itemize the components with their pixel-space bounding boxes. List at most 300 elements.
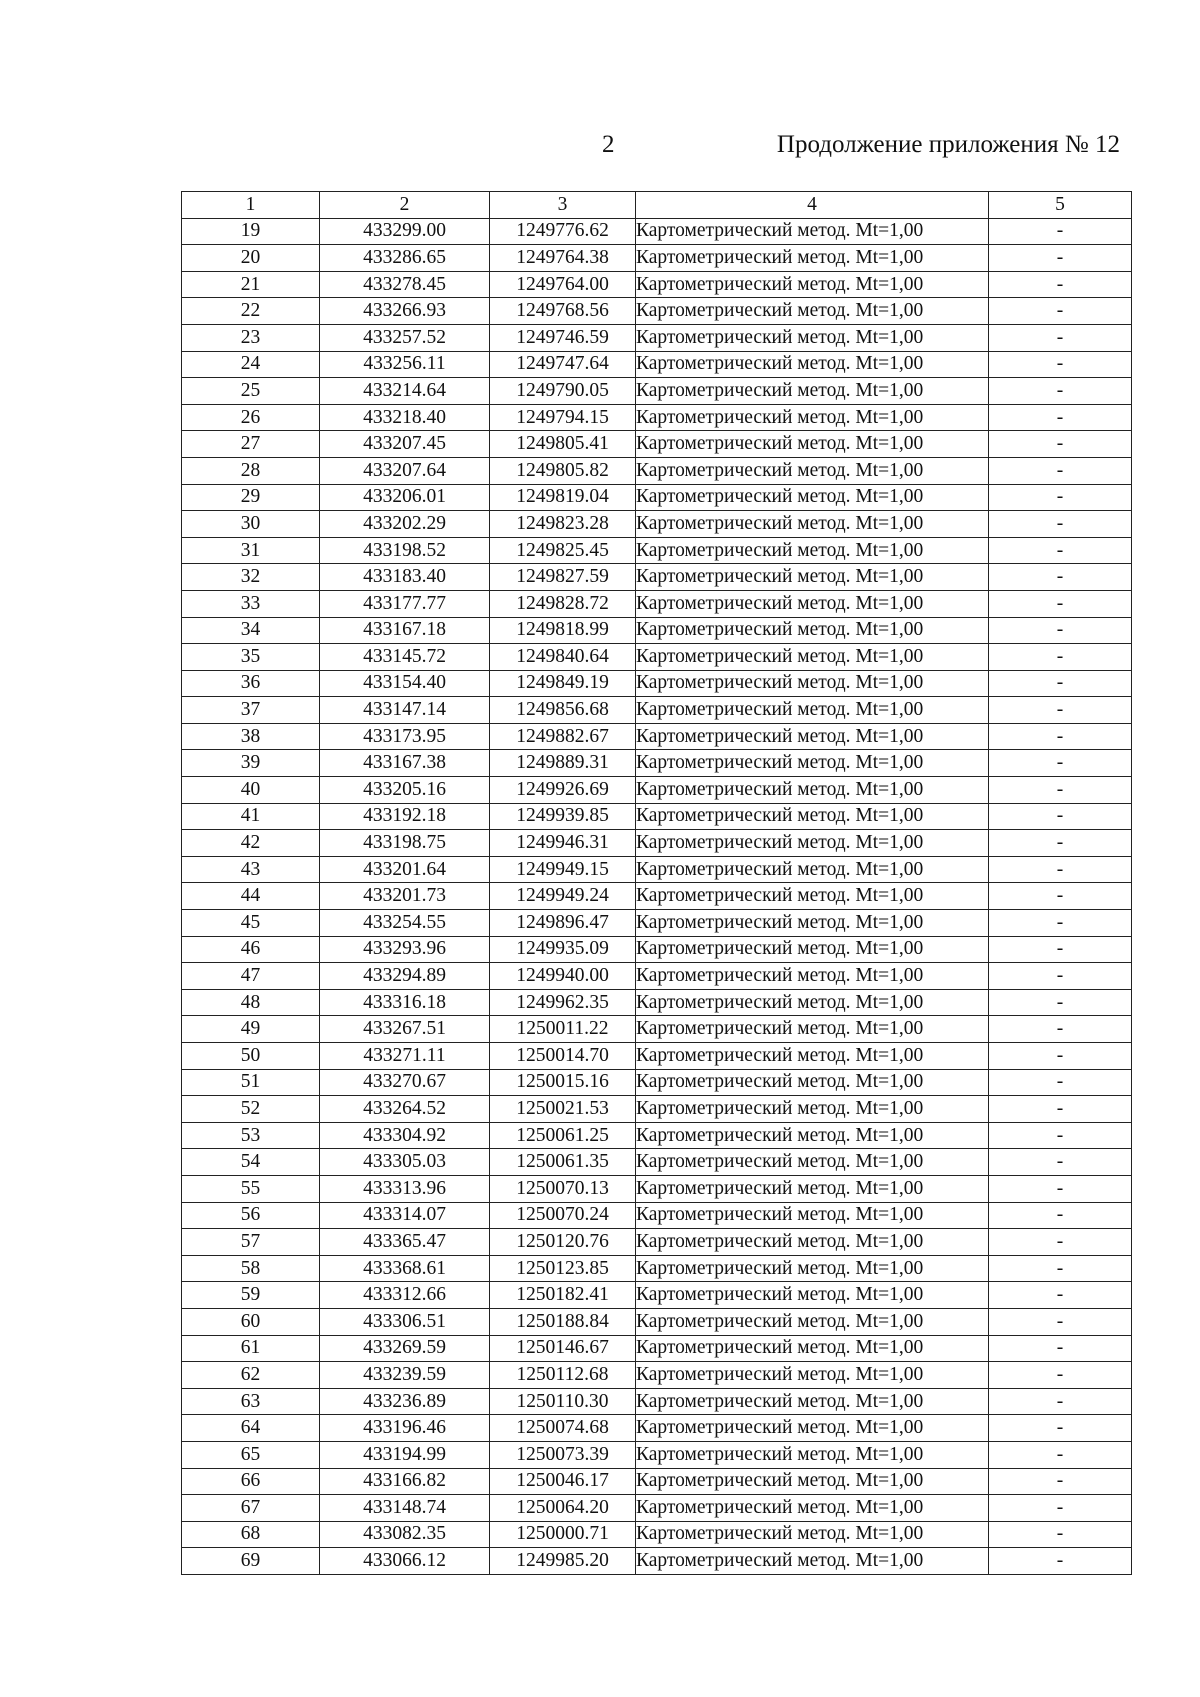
method-cell: Картометрический метод. Mt=1,00 — [636, 1308, 989, 1335]
table-row — [182, 750, 1132, 777]
table-row — [182, 936, 1132, 963]
coordinates-table — [181, 191, 1132, 1575]
point-number-cell: 23 — [182, 324, 320, 351]
y-coordinate-cell: 1250061.25 — [490, 1122, 636, 1149]
note-cell: - — [989, 644, 1132, 671]
point-number-cell: 40 — [182, 777, 320, 804]
point-number-cell: 20 — [182, 245, 320, 272]
x-coordinate-cell: 433314.07 — [320, 1202, 490, 1229]
table-row — [182, 883, 1132, 910]
x-coordinate-cell: 433201.64 — [320, 856, 490, 883]
table-row — [182, 457, 1132, 484]
method-cell: Картометрический метод. Mt=1,00 — [636, 617, 989, 644]
y-coordinate-cell: 1250073.39 — [490, 1441, 636, 1468]
method-cell: Картометрический метод. Mt=1,00 — [636, 1016, 989, 1043]
table-row — [182, 1149, 1132, 1176]
point-number-cell: 67 — [182, 1495, 320, 1522]
note-cell: - — [989, 1255, 1132, 1282]
x-coordinate-cell: 433313.96 — [320, 1175, 490, 1202]
method-cell: Картометрический метод. Mt=1,00 — [636, 1388, 989, 1415]
table-row — [182, 1282, 1132, 1309]
point-number-cell: 27 — [182, 431, 320, 458]
note-cell: - — [989, 1229, 1132, 1256]
table-row — [182, 511, 1132, 538]
table-row — [182, 1069, 1132, 1096]
y-coordinate-cell: 1250110.30 — [490, 1388, 636, 1415]
method-cell: Картометрический метод. Mt=1,00 — [636, 351, 989, 378]
x-coordinate-cell: 433306.51 — [320, 1308, 490, 1335]
note-cell: - — [989, 1069, 1132, 1096]
point-number-cell: 42 — [182, 830, 320, 857]
point-number-cell: 58 — [182, 1255, 320, 1282]
table-row — [182, 803, 1132, 830]
x-coordinate-cell: 433365.47 — [320, 1229, 490, 1256]
note-cell: - — [989, 537, 1132, 564]
x-coordinate-cell: 433305.03 — [320, 1149, 490, 1176]
note-cell: - — [989, 1122, 1132, 1149]
point-number-cell: 24 — [182, 351, 320, 378]
point-number-cell: 43 — [182, 856, 320, 883]
method-cell: Картометрический метод. Mt=1,00 — [636, 777, 989, 804]
method-cell: Картометрический метод. Mt=1,00 — [636, 856, 989, 883]
method-cell: Картометрический метод. Mt=1,00 — [636, 324, 989, 351]
column-header-3: 3 — [490, 192, 636, 219]
note-cell: - — [989, 511, 1132, 538]
note-cell: - — [989, 1016, 1132, 1043]
y-coordinate-cell: 1249962.35 — [490, 989, 636, 1016]
point-number-cell: 68 — [182, 1521, 320, 1548]
column-header-1: 1 — [182, 192, 320, 219]
method-cell: Картометрический метод. Mt=1,00 — [636, 1255, 989, 1282]
y-coordinate-cell: 1250000.71 — [490, 1521, 636, 1548]
y-coordinate-cell: 1249940.00 — [490, 963, 636, 990]
note-cell: - — [989, 431, 1132, 458]
table-row — [182, 697, 1132, 724]
point-number-cell: 44 — [182, 883, 320, 910]
method-cell: Картометрический метод. Mt=1,00 — [636, 697, 989, 724]
y-coordinate-cell: 1249764.00 — [490, 271, 636, 298]
table-row — [182, 1415, 1132, 1442]
x-coordinate-cell: 433316.18 — [320, 989, 490, 1016]
table-row — [182, 670, 1132, 697]
x-coordinate-cell: 433267.51 — [320, 1016, 490, 1043]
x-coordinate-cell: 433239.59 — [320, 1362, 490, 1389]
y-coordinate-cell: 1249805.82 — [490, 457, 636, 484]
x-coordinate-cell: 433257.52 — [320, 324, 490, 351]
table-row — [182, 1255, 1132, 1282]
point-number-cell: 38 — [182, 723, 320, 750]
y-coordinate-cell: 1249827.59 — [490, 564, 636, 591]
table-row — [182, 617, 1132, 644]
point-number-cell: 29 — [182, 484, 320, 511]
note-cell: - — [989, 245, 1132, 272]
point-number-cell: 69 — [182, 1548, 320, 1575]
note-cell: - — [989, 1282, 1132, 1309]
x-coordinate-cell: 433286.65 — [320, 245, 490, 272]
note-cell: - — [989, 803, 1132, 830]
table-row — [182, 537, 1132, 564]
method-cell: Картометрический метод. Mt=1,00 — [636, 1096, 989, 1123]
method-cell: Картометрический метод. Mt=1,00 — [636, 1229, 989, 1256]
y-coordinate-cell: 1249946.31 — [490, 830, 636, 857]
table-row — [182, 910, 1132, 937]
method-cell: Картометрический метод. Mt=1,00 — [636, 378, 989, 405]
table-row — [182, 989, 1132, 1016]
x-coordinate-cell: 433236.89 — [320, 1388, 490, 1415]
method-cell: Картометрический метод. Mt=1,00 — [636, 1202, 989, 1229]
method-cell: Картометрический метод. Mt=1,00 — [636, 1149, 989, 1176]
method-cell: Картометрический метод. Mt=1,00 — [636, 883, 989, 910]
table-row — [182, 1175, 1132, 1202]
y-coordinate-cell: 1249840.64 — [490, 644, 636, 671]
note-cell: - — [989, 830, 1132, 857]
point-number-cell: 35 — [182, 644, 320, 671]
note-cell: - — [989, 351, 1132, 378]
x-coordinate-cell: 433312.66 — [320, 1282, 490, 1309]
x-coordinate-cell: 433194.99 — [320, 1441, 490, 1468]
method-cell: Картометрический метод. Mt=1,00 — [636, 590, 989, 617]
point-number-cell: 28 — [182, 457, 320, 484]
note-cell: - — [989, 1202, 1132, 1229]
note-cell: - — [989, 963, 1132, 990]
method-cell: Картометрический метод. Mt=1,00 — [636, 1282, 989, 1309]
column-header-5: 5 — [989, 192, 1132, 219]
point-number-cell: 52 — [182, 1096, 320, 1123]
y-coordinate-cell: 1249825.45 — [490, 537, 636, 564]
y-coordinate-cell: 1250014.70 — [490, 1043, 636, 1070]
y-coordinate-cell: 1250064.20 — [490, 1495, 636, 1522]
y-coordinate-cell: 1249747.64 — [490, 351, 636, 378]
x-coordinate-cell: 433147.14 — [320, 697, 490, 724]
note-cell: - — [989, 856, 1132, 883]
point-number-cell: 31 — [182, 537, 320, 564]
y-coordinate-cell: 1250074.68 — [490, 1415, 636, 1442]
note-cell: - — [989, 989, 1132, 1016]
x-coordinate-cell: 433192.18 — [320, 803, 490, 830]
note-cell: - — [989, 1096, 1132, 1123]
point-number-cell: 51 — [182, 1069, 320, 1096]
method-cell: Картометрический метод. Mt=1,00 — [636, 723, 989, 750]
x-coordinate-cell: 433218.40 — [320, 404, 490, 431]
note-cell: - — [989, 1415, 1132, 1442]
y-coordinate-cell: 1249794.15 — [490, 404, 636, 431]
point-number-cell: 49 — [182, 1016, 320, 1043]
method-cell: Картометрический метод. Mt=1,00 — [636, 1175, 989, 1202]
y-coordinate-cell: 1249949.24 — [490, 883, 636, 910]
note-cell: - — [989, 777, 1132, 804]
note-cell: - — [989, 750, 1132, 777]
y-coordinate-cell: 1249768.56 — [490, 298, 636, 325]
point-number-cell: 26 — [182, 404, 320, 431]
method-cell: Картометрический метод. Mt=1,00 — [636, 457, 989, 484]
note-cell: - — [989, 936, 1132, 963]
method-cell: Картометрический метод. Mt=1,00 — [636, 910, 989, 937]
note-cell: - — [989, 564, 1132, 591]
note-cell: - — [989, 404, 1132, 431]
x-coordinate-cell: 433145.72 — [320, 644, 490, 671]
table-row — [182, 218, 1132, 245]
x-coordinate-cell: 433269.59 — [320, 1335, 490, 1362]
note-cell: - — [989, 1362, 1132, 1389]
point-number-cell: 54 — [182, 1149, 320, 1176]
note-cell: - — [989, 1468, 1132, 1495]
note-cell: - — [989, 697, 1132, 724]
point-number-cell: 47 — [182, 963, 320, 990]
y-coordinate-cell: 1250120.76 — [490, 1229, 636, 1256]
table-row — [182, 271, 1132, 298]
x-coordinate-cell: 433196.46 — [320, 1415, 490, 1442]
note-cell: - — [989, 617, 1132, 644]
method-cell: Картометрический метод. Mt=1,00 — [636, 936, 989, 963]
method-cell: Картометрический метод. Mt=1,00 — [636, 1069, 989, 1096]
y-coordinate-cell: 1250015.16 — [490, 1069, 636, 1096]
y-coordinate-cell: 1249823.28 — [490, 511, 636, 538]
method-cell: Картометрический метод. Mt=1,00 — [636, 1441, 989, 1468]
header-row — [182, 192, 1132, 219]
y-coordinate-cell: 1249939.85 — [490, 803, 636, 830]
method-cell: Картометрический метод. Mt=1,00 — [636, 1521, 989, 1548]
y-coordinate-cell: 1249889.31 — [490, 750, 636, 777]
y-coordinate-cell: 1250061.35 — [490, 1149, 636, 1176]
table-row — [182, 1548, 1132, 1575]
x-coordinate-cell: 433294.89 — [320, 963, 490, 990]
point-number-cell: 45 — [182, 910, 320, 937]
note-cell: - — [989, 324, 1132, 351]
table-row — [182, 404, 1132, 431]
x-coordinate-cell: 433299.00 — [320, 218, 490, 245]
table-row — [182, 564, 1132, 591]
point-number-cell: 60 — [182, 1308, 320, 1335]
table-row — [182, 1362, 1132, 1389]
point-number-cell: 22 — [182, 298, 320, 325]
point-number-cell: 57 — [182, 1229, 320, 1256]
note-cell: - — [989, 910, 1132, 937]
table-row — [182, 324, 1132, 351]
y-coordinate-cell: 1249819.04 — [490, 484, 636, 511]
x-coordinate-cell: 433264.52 — [320, 1096, 490, 1123]
table-row — [182, 590, 1132, 617]
note-cell: - — [989, 378, 1132, 405]
point-number-cell: 25 — [182, 378, 320, 405]
note-cell: - — [989, 1495, 1132, 1522]
table-row — [182, 1202, 1132, 1229]
method-cell: Картометрический метод. Mt=1,00 — [636, 670, 989, 697]
x-coordinate-cell: 433167.38 — [320, 750, 490, 777]
point-number-cell: 32 — [182, 564, 320, 591]
x-coordinate-cell: 433154.40 — [320, 670, 490, 697]
point-number-cell: 34 — [182, 617, 320, 644]
note-cell: - — [989, 883, 1132, 910]
x-coordinate-cell: 433207.45 — [320, 431, 490, 458]
x-coordinate-cell: 433206.01 — [320, 484, 490, 511]
table-row — [182, 1122, 1132, 1149]
method-cell: Картометрический метод. Mt=1,00 — [636, 830, 989, 857]
y-coordinate-cell: 1249746.59 — [490, 324, 636, 351]
method-cell: Картометрический метод. Mt=1,00 — [636, 1415, 989, 1442]
table-row — [182, 1468, 1132, 1495]
method-cell: Картометрический метод. Mt=1,00 — [636, 537, 989, 564]
point-number-cell: 65 — [182, 1441, 320, 1468]
note-cell: - — [989, 218, 1132, 245]
method-cell: Картометрический метод. Mt=1,00 — [636, 1468, 989, 1495]
y-coordinate-cell: 1250123.85 — [490, 1255, 636, 1282]
table-row — [182, 963, 1132, 990]
y-coordinate-cell: 1250046.17 — [490, 1468, 636, 1495]
method-cell: Картометрический метод. Mt=1,00 — [636, 484, 989, 511]
y-coordinate-cell: 1249818.99 — [490, 617, 636, 644]
method-cell: Картометрический метод. Mt=1,00 — [636, 1548, 989, 1575]
method-cell: Картометрический метод. Mt=1,00 — [636, 218, 989, 245]
point-number-cell: 39 — [182, 750, 320, 777]
point-number-cell: 53 — [182, 1122, 320, 1149]
point-number-cell: 33 — [182, 590, 320, 617]
x-coordinate-cell: 433270.67 — [320, 1069, 490, 1096]
x-coordinate-cell: 433271.11 — [320, 1043, 490, 1070]
note-cell: - — [989, 484, 1132, 511]
y-coordinate-cell: 1250070.13 — [490, 1175, 636, 1202]
table-row — [182, 1521, 1132, 1548]
page-number: 2 — [602, 131, 615, 158]
table-row — [182, 830, 1132, 857]
note-cell: - — [989, 1521, 1132, 1548]
method-cell: Картометрический метод. Mt=1,00 — [636, 298, 989, 325]
method-cell: Картометрический метод. Mt=1,00 — [636, 989, 989, 1016]
x-coordinate-cell: 433183.40 — [320, 564, 490, 591]
table-row — [182, 1308, 1132, 1335]
point-number-cell: 66 — [182, 1468, 320, 1495]
note-cell: - — [989, 1043, 1132, 1070]
method-cell: Картометрический метод. Mt=1,00 — [636, 431, 989, 458]
table-row — [182, 1229, 1132, 1256]
note-cell: - — [989, 670, 1132, 697]
y-coordinate-cell: 1250112.68 — [490, 1362, 636, 1389]
method-cell: Картометрический метод. Mt=1,00 — [636, 564, 989, 591]
x-coordinate-cell: 433266.93 — [320, 298, 490, 325]
y-coordinate-cell: 1250146.67 — [490, 1335, 636, 1362]
table-row — [182, 1043, 1132, 1070]
table-row — [182, 1441, 1132, 1468]
method-cell: Картометрический метод. Mt=1,00 — [636, 404, 989, 431]
y-coordinate-cell: 1250021.53 — [490, 1096, 636, 1123]
y-coordinate-cell: 1249805.41 — [490, 431, 636, 458]
method-cell: Картометрический метод. Mt=1,00 — [636, 245, 989, 272]
table-row — [182, 777, 1132, 804]
method-cell: Картометрический метод. Mt=1,00 — [636, 1335, 989, 1362]
table-row — [182, 298, 1132, 325]
point-number-cell: 19 — [182, 218, 320, 245]
table-row — [182, 431, 1132, 458]
method-cell: Картометрический метод. Mt=1,00 — [636, 1495, 989, 1522]
y-coordinate-cell: 1250070.24 — [490, 1202, 636, 1229]
x-coordinate-cell: 433198.52 — [320, 537, 490, 564]
point-number-cell: 61 — [182, 1335, 320, 1362]
method-cell: Картометрический метод. Mt=1,00 — [636, 1043, 989, 1070]
x-coordinate-cell: 433207.64 — [320, 457, 490, 484]
y-coordinate-cell: 1249764.38 — [490, 245, 636, 272]
x-coordinate-cell: 433173.95 — [320, 723, 490, 750]
x-coordinate-cell: 433201.73 — [320, 883, 490, 910]
table-row — [182, 378, 1132, 405]
y-coordinate-cell: 1250011.22 — [490, 1016, 636, 1043]
point-number-cell: 37 — [182, 697, 320, 724]
point-number-cell: 21 — [182, 271, 320, 298]
y-coordinate-cell: 1249896.47 — [490, 910, 636, 937]
y-coordinate-cell: 1249985.20 — [490, 1548, 636, 1575]
point-number-cell: 59 — [182, 1282, 320, 1309]
x-coordinate-cell: 433202.29 — [320, 511, 490, 538]
table-row — [182, 1335, 1132, 1362]
x-coordinate-cell: 433304.92 — [320, 1122, 490, 1149]
column-header-2: 2 — [320, 192, 490, 219]
note-cell: - — [989, 590, 1132, 617]
y-coordinate-cell: 1249935.09 — [490, 936, 636, 963]
x-coordinate-cell: 433066.12 — [320, 1548, 490, 1575]
y-coordinate-cell: 1249882.67 — [490, 723, 636, 750]
y-coordinate-cell: 1249856.68 — [490, 697, 636, 724]
x-coordinate-cell: 433148.74 — [320, 1495, 490, 1522]
y-coordinate-cell: 1249790.05 — [490, 378, 636, 405]
table-row — [182, 856, 1132, 883]
note-cell: - — [989, 1441, 1132, 1468]
point-number-cell: 41 — [182, 803, 320, 830]
point-number-cell: 30 — [182, 511, 320, 538]
table-row — [182, 1388, 1132, 1415]
y-coordinate-cell: 1249926.69 — [490, 777, 636, 804]
y-coordinate-cell: 1249776.62 — [490, 218, 636, 245]
table-row — [182, 644, 1132, 671]
note-cell: - — [989, 1175, 1132, 1202]
x-coordinate-cell: 433167.18 — [320, 617, 490, 644]
x-coordinate-cell: 433177.77 — [320, 590, 490, 617]
note-cell: - — [989, 1548, 1132, 1575]
point-number-cell: 55 — [182, 1175, 320, 1202]
x-coordinate-cell: 433214.64 — [320, 378, 490, 405]
table-row — [182, 1495, 1132, 1522]
x-coordinate-cell: 433278.45 — [320, 271, 490, 298]
note-cell: - — [989, 723, 1132, 750]
y-coordinate-cell: 1250182.41 — [490, 1282, 636, 1309]
x-coordinate-cell: 433166.82 — [320, 1468, 490, 1495]
y-coordinate-cell: 1250188.84 — [490, 1308, 636, 1335]
point-number-cell: 50 — [182, 1043, 320, 1070]
table-body — [182, 218, 1132, 1574]
x-coordinate-cell: 433256.11 — [320, 351, 490, 378]
column-header-4: 4 — [636, 192, 989, 219]
table-row — [182, 351, 1132, 378]
method-cell: Картометрический метод. Mt=1,00 — [636, 271, 989, 298]
table-row — [182, 484, 1132, 511]
point-number-cell: 46 — [182, 936, 320, 963]
method-cell: Картометрический метод. Mt=1,00 — [636, 1122, 989, 1149]
y-coordinate-cell: 1249849.19 — [490, 670, 636, 697]
note-cell: - — [989, 1388, 1132, 1415]
note-cell: - — [989, 457, 1132, 484]
x-coordinate-cell: 433293.96 — [320, 936, 490, 963]
table-row — [182, 1096, 1132, 1123]
point-number-cell: 48 — [182, 989, 320, 1016]
x-coordinate-cell: 433254.55 — [320, 910, 490, 937]
method-cell: Картометрический метод. Mt=1,00 — [636, 644, 989, 671]
point-number-cell: 63 — [182, 1388, 320, 1415]
method-cell: Картометрический метод. Mt=1,00 — [636, 803, 989, 830]
method-cell: Картометрический метод. Mt=1,00 — [636, 750, 989, 777]
x-coordinate-cell: 433198.75 — [320, 830, 490, 857]
y-coordinate-cell: 1249949.15 — [490, 856, 636, 883]
appendix-caption: Продолжение приложения № 12 — [776, 131, 1120, 158]
note-cell: - — [989, 1308, 1132, 1335]
method-cell: Картометрический метод. Mt=1,00 — [636, 511, 989, 538]
point-number-cell: 36 — [182, 670, 320, 697]
